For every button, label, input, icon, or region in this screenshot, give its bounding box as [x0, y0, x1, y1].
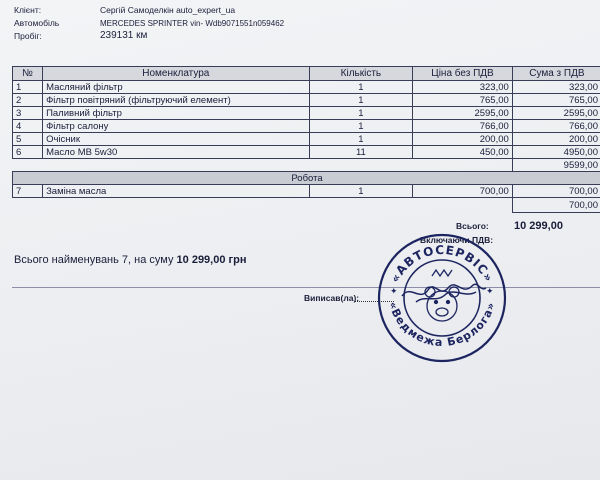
client-label: Клієнт: [14, 5, 42, 15]
row-item-name: Фільтр повітряний (фільтруючий елемент) [43, 94, 310, 107]
row-qty: 1 [309, 185, 413, 198]
row-item-name: Масло МВ 5w30 [43, 146, 310, 159]
row-number: 3 [13, 107, 43, 120]
mileage-label: Пробіг: [14, 31, 42, 41]
row-number: 4 [13, 120, 43, 133]
row-sum: 700,00 [512, 185, 600, 198]
table-row [13, 146, 600, 159]
row-sum: 323,00 [512, 81, 600, 94]
row-qty: 1 [309, 94, 413, 107]
table-row [13, 94, 600, 107]
client-value: Сергій Самоделкін auto_expert_ua [100, 5, 236, 15]
works-section-row [13, 172, 600, 185]
company-stamp [376, 232, 508, 364]
car-value: MERCEDES SPRINTER vin- Wdb9071551n059462 [100, 19, 285, 28]
row-qty: 1 [309, 133, 413, 146]
invoice-table [12, 66, 600, 213]
row-qty: 11 [309, 146, 413, 159]
total-value: 10 299,00 [514, 220, 563, 232]
row-sum: 4950,00 [512, 146, 600, 159]
row-item-name: Заміна масла [43, 185, 310, 198]
car-label: Автомобіль [14, 18, 60, 28]
row-price: 200,00 [413, 133, 513, 146]
bear-emblem-icon [425, 270, 459, 321]
row-number: 2 [13, 94, 43, 107]
summary-prefix: Всього найменувань 7, на суму [14, 254, 174, 266]
col-header-price: Ціна без ПДВ [413, 67, 513, 81]
col-header-sum: Сума з ПДВ [512, 67, 600, 81]
stamp-inner-ring [404, 260, 480, 336]
works-subtotal: 700,00 [512, 198, 600, 213]
row-sum: 200,00 [512, 133, 600, 146]
stamp-text-bottom: «Ведмежа Берлога» [386, 300, 498, 350]
svg-text:✦: ✦ [486, 287, 494, 297]
col-header-qty: Кількість [309, 67, 413, 81]
invoice-header [14, 5, 314, 45]
table-row [13, 81, 600, 94]
col-header-number: № [13, 67, 43, 81]
row-item-name: Очісник [43, 133, 310, 146]
vat-label: Включаючи ПДВ: [420, 235, 494, 245]
row-number: 1 [13, 81, 43, 94]
row-item-name: Фільтр салону [43, 120, 310, 133]
svg-text:✦: ✦ [390, 287, 398, 297]
signature-scribble [402, 284, 486, 302]
row-qty: 1 [309, 107, 413, 120]
summary-line [14, 254, 246, 266]
table-header-row [13, 67, 600, 81]
row-number: 5 [13, 133, 43, 146]
row-price: 766,00 [413, 120, 513, 133]
row-qty: 1 [309, 120, 413, 133]
stamp-text-top: «АВТОСЕРВІС» [387, 242, 497, 285]
col-header-item: Номенклатура [43, 67, 310, 81]
divider [12, 287, 600, 288]
signature-label: Виписав(ла): [304, 293, 360, 303]
table-row [13, 133, 600, 146]
row-item-name: Паливний фільтр [43, 107, 310, 120]
row-price: 323,00 [413, 81, 513, 94]
table-row [13, 185, 600, 198]
row-item-name: Масляний фільтр [43, 81, 310, 94]
row-qty: 1 [309, 81, 413, 94]
row-price: 700,00 [413, 185, 513, 198]
mileage-value: 239131 км [100, 30, 148, 41]
works-section-label: Робота [13, 172, 600, 185]
row-sum: 765,00 [512, 94, 600, 107]
row-number: 6 [13, 146, 43, 159]
row-price: 450,00 [413, 146, 513, 159]
total-label: Всього: [456, 221, 489, 231]
parts-subtotal: 9599,00 [512, 159, 600, 172]
table-row [13, 107, 600, 120]
table-row [13, 120, 600, 133]
row-sum: 766,00 [512, 120, 600, 133]
row-price: 2595,00 [413, 107, 513, 120]
row-sum: 2595,00 [512, 107, 600, 120]
parts-subtotal-row [13, 159, 600, 172]
works-subtotal-row [13, 198, 600, 213]
row-price: 765,00 [413, 94, 513, 107]
summary-amount: 10 299,00 грн [176, 254, 247, 266]
row-number: 7 [13, 185, 43, 198]
